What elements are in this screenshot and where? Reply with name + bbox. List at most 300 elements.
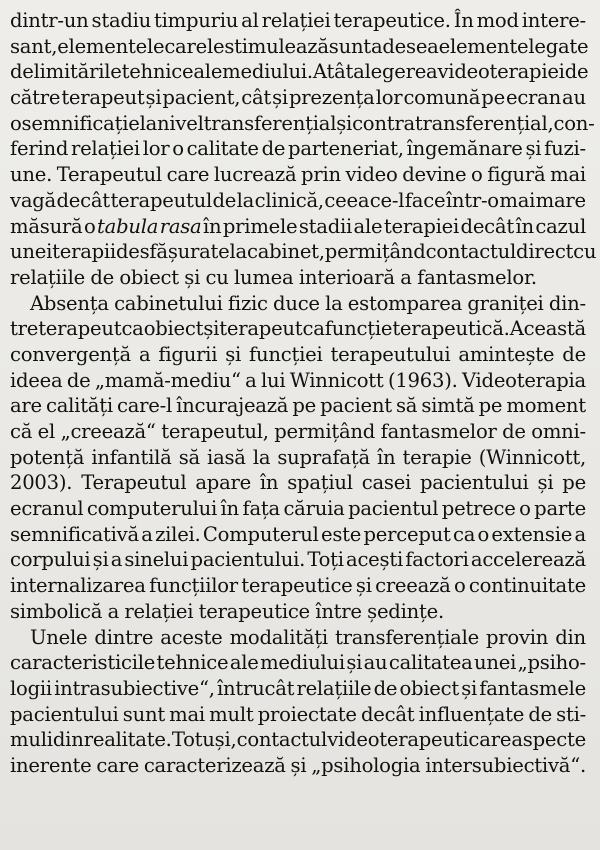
word: că	[10, 420, 33, 443]
word: a	[245, 368, 257, 392]
word: unei	[10, 240, 53, 264]
text-line	[10, 8, 586, 34]
word: pacientului	[10, 702, 119, 726]
word: parteneriat,	[288, 137, 404, 161]
word: de	[90, 265, 120, 289]
word: pe	[478, 394, 503, 418]
word: de	[564, 60, 589, 84]
text-line	[10, 727, 586, 753]
word: „psiho-	[517, 651, 586, 675]
word: o	[172, 137, 184, 161]
word: suprafață	[277, 445, 370, 469]
word: caracterizează	[143, 753, 286, 777]
word: interioară	[298, 265, 401, 289]
word: sunt	[328, 34, 371, 58]
word: o	[471, 163, 483, 187]
word: o	[453, 574, 466, 598]
word: în	[259, 471, 279, 495]
word: în	[376, 445, 396, 469]
word: ferind	[10, 137, 69, 161]
word: cât	[241, 86, 272, 110]
word: relației	[70, 137, 140, 161]
word: terapeutice	[241, 574, 353, 598]
word: în	[203, 214, 222, 238]
word: întrucât	[216, 676, 295, 700]
word: obiect	[143, 317, 204, 341]
paragraph-1	[10, 8, 597, 291]
word: Terapeutul	[81, 471, 187, 495]
word: contactul	[425, 240, 517, 264]
word: rasa	[159, 214, 202, 238]
text-line	[10, 393, 586, 419]
word: cu	[205, 265, 234, 289]
word: Videoterapia	[461, 368, 586, 392]
word: ale	[229, 651, 259, 675]
word: și	[355, 574, 372, 598]
word: care	[96, 753, 139, 777]
word: mult	[209, 702, 254, 726]
word: decât	[460, 214, 514, 238]
word: tehnice	[156, 651, 229, 675]
word: permițând	[324, 240, 426, 264]
word: din	[52, 728, 84, 752]
word: apare	[195, 471, 251, 495]
word: a	[574, 522, 586, 546]
word: aceste	[160, 625, 223, 649]
word: decât	[360, 702, 415, 726]
word: al	[241, 9, 259, 32]
word: ideea	[10, 368, 63, 392]
text-line	[10, 599, 586, 625]
word: și	[225, 342, 242, 366]
word: pe	[481, 86, 505, 110]
word: terapie	[402, 445, 472, 469]
word: și	[184, 265, 206, 289]
word: și	[346, 651, 363, 675]
word: timpuriu	[154, 9, 239, 32]
word: sti-	[556, 702, 586, 726]
word: de	[373, 676, 398, 700]
word: intersubiectivă“.	[425, 753, 586, 777]
word: le	[206, 34, 225, 58]
word: relației	[261, 9, 331, 32]
word: stadiu	[91, 9, 152, 32]
word: Winnicott	[289, 368, 384, 392]
word: decât	[56, 188, 110, 212]
word: funcție	[324, 317, 393, 341]
text-line	[10, 85, 586, 111]
word: de	[528, 702, 552, 726]
word: și	[461, 676, 478, 700]
word: figurii	[158, 342, 218, 366]
word: duce	[273, 291, 320, 315]
word: o	[477, 522, 490, 546]
word: a	[110, 548, 123, 572]
word: obiect	[399, 676, 459, 700]
word: ca	[453, 522, 476, 546]
word: simbolică	[10, 599, 108, 623]
word: o	[10, 111, 22, 135]
word: convergență	[10, 342, 131, 366]
word: proiectate	[257, 702, 357, 726]
word: elemente	[438, 34, 529, 58]
word: sant,	[10, 34, 58, 58]
word: legate	[528, 34, 589, 58]
word: terapeutul,	[161, 420, 269, 443]
word: simtă	[421, 394, 475, 418]
word: factori	[405, 548, 469, 572]
word: muli	[10, 728, 53, 752]
word: și	[272, 86, 288, 110]
word: În	[453, 9, 474, 32]
word: terapeutul	[110, 188, 212, 212]
word: amintește	[458, 342, 555, 366]
word: a	[400, 265, 418, 289]
word: de	[212, 188, 237, 212]
word: și	[336, 111, 353, 135]
word: pacientului.	[190, 548, 306, 572]
word: pacientului	[420, 471, 529, 495]
word: Toți	[307, 548, 344, 572]
word: pacient	[320, 394, 392, 418]
word: adesea	[370, 34, 439, 58]
word: într-o	[445, 188, 499, 212]
text-line	[10, 239, 597, 265]
text-line	[10, 111, 595, 137]
body-text	[10, 8, 597, 779]
word: (Winnicott,	[478, 445, 586, 469]
text-line	[10, 547, 586, 573]
word: care-l	[116, 394, 172, 418]
word: ale	[353, 214, 383, 238]
word: pacientul	[348, 497, 439, 521]
word: a	[107, 599, 125, 623]
word: de	[10, 60, 34, 84]
word: mod	[476, 9, 519, 32]
word: lumea	[233, 265, 299, 289]
word: de	[66, 368, 91, 392]
word: Computerul	[202, 522, 319, 546]
text-line	[10, 214, 586, 240]
word: mare	[535, 188, 586, 212]
word: primele	[222, 214, 298, 238]
word: inerente	[10, 753, 92, 777]
word: moment	[506, 394, 586, 418]
word: nivel	[157, 111, 204, 135]
word: omni-	[531, 420, 586, 443]
word: con-	[553, 111, 595, 135]
word: ca	[121, 317, 144, 341]
word: ecran	[505, 86, 561, 110]
word: de	[562, 342, 586, 366]
word: terapeut	[61, 86, 145, 110]
word: care	[164, 34, 207, 58]
word: cazul	[535, 214, 586, 238]
word: Totuși,	[171, 728, 237, 752]
word: vagă	[10, 188, 56, 212]
word: contratransferențial,	[352, 111, 554, 135]
word: parte	[534, 497, 586, 521]
word: comună	[403, 86, 481, 110]
word: îngemănare	[406, 137, 523, 161]
word: care	[166, 163, 210, 187]
word: obiect	[119, 265, 185, 289]
text-line	[10, 496, 586, 522]
word: și	[537, 471, 554, 495]
word: o	[519, 497, 531, 521]
word: devine	[402, 163, 467, 187]
word: „mamă-mediu“	[94, 368, 241, 392]
word: Atât	[312, 60, 354, 84]
text-line	[10, 368, 586, 394]
text-line	[10, 625, 586, 651]
word: la	[236, 188, 255, 212]
word: permițând	[274, 420, 376, 443]
word: figură	[487, 163, 546, 187]
word: accelerează	[470, 548, 586, 572]
word: de	[261, 137, 286, 161]
word: între	[315, 599, 368, 623]
word: mai	[499, 188, 536, 212]
word: terapeut	[219, 317, 303, 341]
word: fizic	[227, 291, 268, 315]
text-line	[10, 573, 586, 599]
word: lui	[260, 368, 286, 392]
word: relațiile	[296, 676, 372, 700]
word: el	[37, 420, 56, 443]
word: căruia	[283, 497, 345, 521]
word: transferențiale	[334, 625, 479, 649]
word: la	[325, 291, 343, 315]
word: ce-l	[369, 188, 405, 212]
word: calitate	[186, 137, 259, 161]
word: intere-	[521, 9, 586, 32]
word: fața	[242, 497, 280, 521]
word: funcției	[249, 342, 323, 366]
text-line	[10, 753, 586, 779]
text-line	[10, 650, 586, 676]
word: semnificativă	[10, 522, 139, 546]
word: infantilă	[91, 445, 172, 469]
word: este	[321, 522, 362, 546]
word: provin	[486, 625, 549, 649]
word: la	[139, 111, 158, 135]
word: Terapeutul	[56, 163, 162, 187]
word: au	[562, 86, 586, 110]
word: lor	[142, 137, 170, 161]
word: elementele	[57, 34, 165, 58]
word: desfășurate	[115, 240, 230, 264]
word: lor	[375, 86, 403, 110]
text-line	[10, 136, 586, 162]
word: terapeutică.	[392, 317, 510, 341]
word: terapeutice	[198, 599, 316, 623]
word: petrece	[441, 497, 516, 521]
word: intrasubiective“,	[54, 676, 215, 700]
word: transferențial	[203, 111, 337, 135]
word: către	[10, 86, 61, 110]
text-line	[10, 676, 586, 702]
word: spațiul	[287, 471, 353, 495]
word: semnificație	[21, 111, 140, 135]
word: „psihologia	[311, 753, 421, 777]
word: (1963).	[387, 368, 458, 392]
word: a	[141, 522, 153, 546]
word: „creează“	[60, 420, 156, 443]
word: și	[525, 137, 542, 161]
word: în	[220, 497, 239, 521]
word: are	[479, 728, 512, 752]
word: mai	[169, 702, 205, 726]
word: dintr-un	[10, 9, 89, 32]
word: caracteristicile	[10, 651, 156, 675]
word: terapiei	[383, 214, 460, 238]
word: relației	[124, 599, 199, 623]
word: terapii	[52, 240, 116, 264]
text-line	[10, 702, 586, 728]
word: Absența	[30, 291, 109, 315]
text-line	[10, 342, 586, 368]
text-line	[10, 59, 589, 85]
word: video	[345, 163, 398, 187]
word: și	[145, 86, 162, 110]
word: clinică,	[254, 188, 324, 212]
word: internalizarea	[10, 574, 146, 598]
word: a	[138, 342, 151, 366]
word: acești	[346, 548, 403, 572]
text-line	[10, 316, 586, 342]
word: logii	[10, 676, 52, 700]
text-line	[10, 34, 589, 60]
word: fantasmelor	[380, 420, 497, 443]
text-line	[10, 291, 586, 317]
word: funcțiilor	[149, 574, 238, 598]
word: cabinetului	[114, 291, 223, 315]
word: ca	[302, 317, 325, 341]
word: influențate	[418, 702, 525, 726]
word: la	[229, 240, 247, 264]
word: videoterapiei	[437, 60, 565, 84]
text-line	[10, 445, 586, 471]
paragraph-2	[10, 291, 586, 625]
word: ședințe.	[367, 599, 444, 623]
word: corpului	[10, 548, 91, 572]
text-line	[10, 419, 586, 445]
word: cabinet,	[246, 240, 325, 264]
word: zilei.	[155, 522, 201, 546]
text-line	[10, 522, 586, 548]
word: prezența	[289, 86, 375, 110]
word: în	[515, 214, 534, 238]
word: și	[203, 317, 220, 341]
word: mediului	[260, 651, 345, 675]
word: de	[502, 420, 526, 443]
word: fantasmele	[479, 676, 586, 700]
word: contactul	[236, 728, 328, 752]
word: prin	[301, 163, 341, 187]
word: 2003).	[10, 471, 73, 495]
word: iasă	[207, 445, 246, 469]
word: din	[555, 625, 586, 649]
word: Această	[509, 317, 586, 341]
word: și	[92, 548, 109, 572]
word: Unele	[30, 625, 88, 649]
word: alegerea	[353, 60, 438, 84]
word: pacient,	[162, 86, 241, 110]
word: tehnice	[121, 60, 194, 84]
word: modalități	[229, 625, 328, 649]
word: să	[178, 445, 200, 469]
word: tre	[10, 317, 39, 341]
word: perceput	[363, 522, 451, 546]
word: fuzi-	[544, 137, 586, 161]
word: stadii	[298, 214, 353, 238]
word: au	[363, 651, 388, 675]
text-line	[10, 162, 586, 188]
word: realitate.	[83, 728, 172, 752]
word: terapeutice.	[333, 9, 451, 32]
word: fantasmelor.	[417, 265, 537, 289]
word: terapeut	[38, 317, 122, 341]
text-line	[10, 470, 586, 496]
word: terapeutului	[330, 342, 451, 366]
word: mediului.	[222, 60, 313, 84]
word: tabula	[97, 214, 159, 238]
word: potență	[10, 445, 85, 469]
word: măsură	[10, 214, 83, 238]
word: stimulează	[224, 34, 329, 58]
word: direct	[516, 240, 574, 264]
word: la	[252, 445, 271, 469]
word: videoterapeutic	[327, 728, 480, 752]
text-line	[10, 188, 586, 214]
word: mai	[550, 163, 586, 187]
word: continuitate	[468, 574, 586, 598]
word: și	[290, 753, 307, 777]
word: lucrează	[213, 163, 297, 187]
word: casei	[361, 471, 412, 495]
word: ceea	[324, 188, 370, 212]
word: calități	[46, 394, 113, 418]
word: are	[10, 394, 42, 418]
word: sinelui	[124, 548, 189, 572]
word: sunt	[122, 702, 165, 726]
paragraph-3	[10, 625, 586, 779]
word: din-	[548, 291, 586, 315]
word: relațiile	[10, 265, 91, 289]
word: limitările	[33, 60, 122, 84]
word: pe	[292, 394, 316, 418]
word: computerului	[86, 497, 218, 521]
word: cu	[573, 240, 597, 264]
word: ecranul	[10, 497, 84, 521]
text-line	[10, 265, 586, 291]
word: încurajează	[176, 394, 289, 418]
word: o	[83, 214, 96, 238]
word: graniței	[467, 291, 544, 315]
word: aspecte	[511, 728, 586, 752]
word: creează	[375, 574, 451, 598]
word: extensie	[491, 522, 573, 546]
word: să	[395, 394, 418, 418]
word: une.	[10, 163, 53, 187]
word: dintre	[94, 625, 154, 649]
word: unei	[474, 651, 517, 675]
word: pe	[562, 471, 586, 495]
word: face	[404, 188, 446, 212]
word: calitatea	[388, 651, 473, 675]
word: ale	[193, 60, 223, 84]
